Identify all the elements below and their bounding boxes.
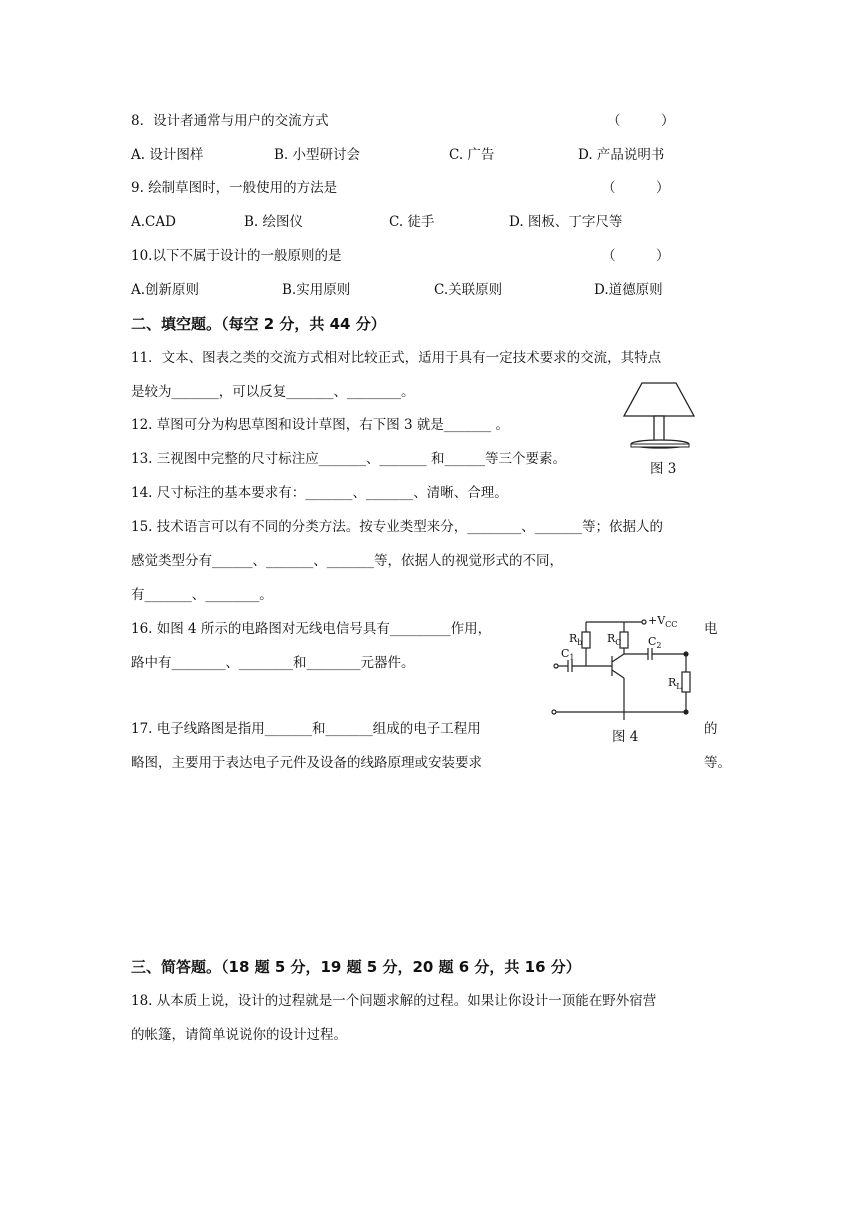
question-10-option-b: B.实用原则 <box>282 282 351 298</box>
question-11-line-1: 11．文本、图表之类的交流方式相对比较正式，适用于具有一定技术要求的交流，其特点 <box>131 350 662 366</box>
section-2-heading: 二、填空题。（每空 2 分，共 44 分） <box>131 315 386 333</box>
question-15-line-3: 有_______、________。 <box>131 587 273 603</box>
question-10-stem: 10.以下不属于设计的一般原则的是 <box>131 248 342 264</box>
figure-3-caption: 图 3 <box>650 461 677 477</box>
rc-label: $R_C$ <box>607 632 622 647</box>
question-8-option-d: D. 产品说明书 <box>578 147 665 163</box>
question-9-option-d: D. 图板、丁字尺等 <box>509 214 623 230</box>
question-17-line-1: 17. 电子线路图是指用_______和_______组成的电子工程用 <box>131 721 481 737</box>
question-15-line-1: 15. 技术语言可以有不同的分类方法。按专业类型来分，________、_______等；依据人的 <box>131 519 664 535</box>
question-17-line-2-tail: 等。 <box>704 755 731 771</box>
question-8-option-b: B. 小型研讨会 <box>274 147 361 163</box>
question-9-option-c: C. 徒手 <box>389 214 435 230</box>
figure-4-circuit <box>544 612 704 722</box>
question-18-line-1: 18. 从本质上说，设计的过程就是一个问题求解的过程。如果让你设计一顶能在野外宿营 <box>131 993 657 1009</box>
figure-3-lamp <box>620 380 700 452</box>
question-11-line-2: 是较为_______，可以反复_______、________。 <box>131 384 415 400</box>
figure-4-caption: 图 4 <box>612 729 639 745</box>
c2-label: $C_2$ <box>648 635 662 650</box>
question-8-option-a: A. 设计图样 <box>131 147 204 163</box>
question-8-option-c: C. 广告 <box>449 147 495 163</box>
question-14: 14. 尺寸标注的基本要求有：_______、_______、清晰、合理。 <box>131 485 508 501</box>
question-10-option-a: A.创新原则 <box>131 282 200 298</box>
question-9-option-a: A.CAD <box>131 214 176 230</box>
c1-label: $C_1$ <box>561 647 575 662</box>
question-17-line-1-tail: 的 <box>704 721 718 737</box>
question-10-answer-paren: （ ） <box>602 248 670 264</box>
question-12: 12. 草图可分为构思草图和设计草图，右下图 3 就是_______ 。 <box>131 417 509 433</box>
question-8-stem: 8．设计者通常与用户的交流方式 <box>131 113 329 129</box>
rb-label: $R_b$ <box>569 632 583 647</box>
question-15-line-2: 感觉类型分有______、_______、_______等，依据人的视觉形式的不同， <box>131 553 563 569</box>
question-17-line-2: 略图，主要用于表达电子元件及设备的线路原理或安装要求 <box>131 755 482 771</box>
question-9-option-b: B. 绘图仪 <box>244 214 304 230</box>
question-18-line-2: 的帐篷，请简单说说你的设计过程。 <box>131 1027 347 1043</box>
question-16-line-2: 路中有________、________和________元器件。 <box>131 655 415 671</box>
question-10-option-d: D.道德原则 <box>594 282 663 298</box>
question-16-line-1: 16. 如图 4 所示的电路图对无线电信号具有_________作用， <box>131 621 492 637</box>
question-13: 13. 三视图中完整的尺寸标注应_______、_______ 和______等三个要素。 <box>131 451 567 467</box>
vcc-label: $+V_{CC}$ <box>648 614 678 629</box>
rl-label: $R_L$ <box>668 676 682 691</box>
question-8-answer-paren: （ ） <box>607 113 675 129</box>
question-16-line-1-tail: 电 <box>704 621 718 637</box>
section-3-heading: 三、简答题。（18 题 5 分，19 题 5 分，20 题 6 分，共 16 分） <box>131 958 581 976</box>
question-10-option-c: C.关联原则 <box>434 282 503 298</box>
question-9-stem: 9. 绘制草图时，一般使用的方法是 <box>131 180 338 196</box>
question-9-answer-paren: （ ） <box>602 180 670 196</box>
